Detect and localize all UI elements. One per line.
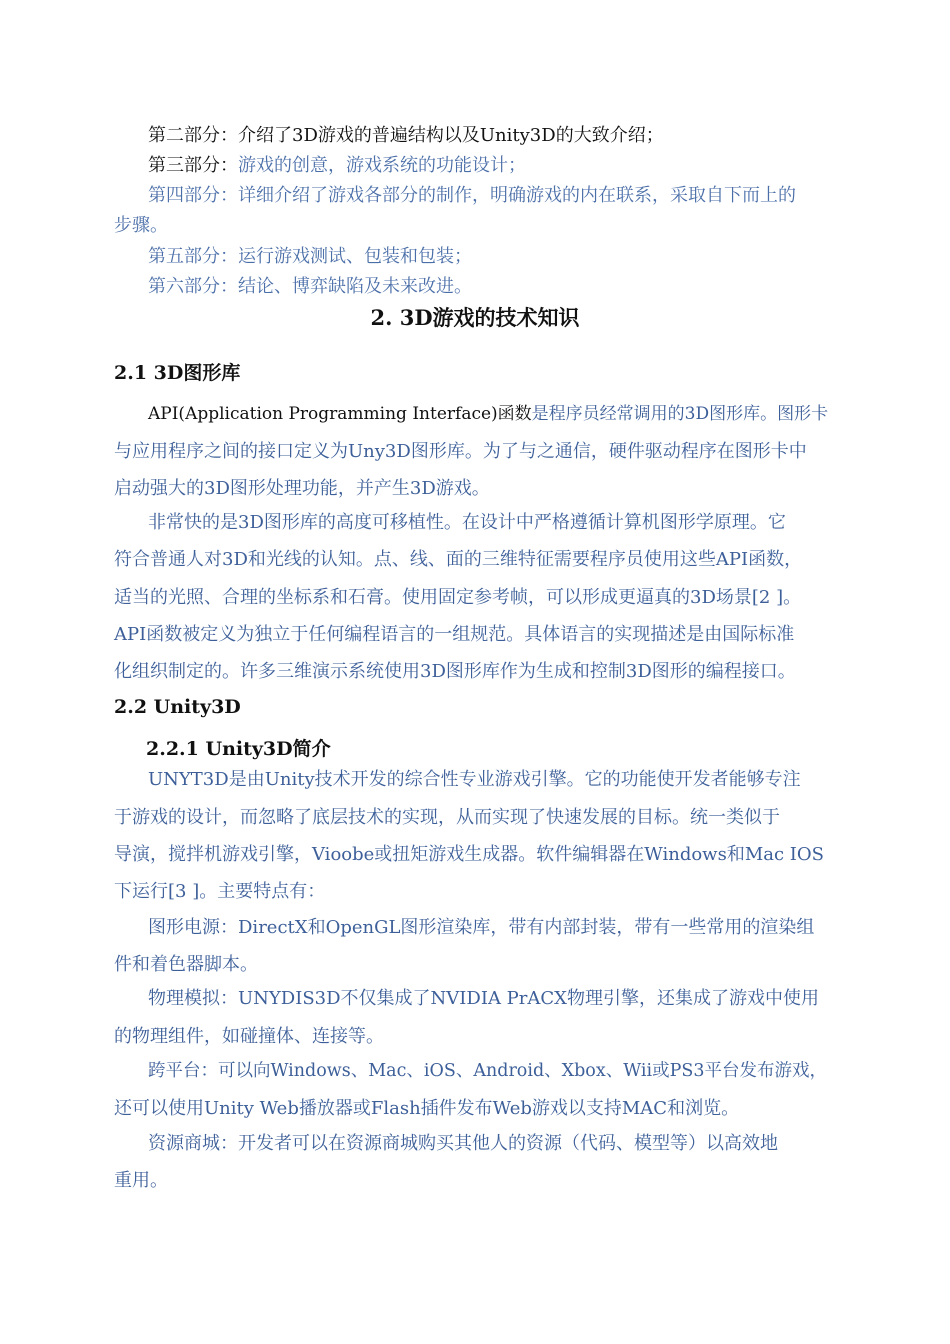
part-two xyxy=(148,124,664,148)
api-text: 是程序员经常调用的3D图形库。图形卡 xyxy=(531,404,829,424)
paragraph-line: API函数被定义为独立于任何编程语言的一组规范。具体语言的实现描述是由国际标准 xyxy=(114,624,795,645)
paragraph-line: 适当的光照、合理的坐标系和石膏。使用固定参考帧，可以形成更逼真的3D场景[2 ]。 xyxy=(114,587,802,608)
section-2-1-heading: 2.1 3D图形库 xyxy=(114,362,241,384)
part-six xyxy=(148,275,472,299)
feature-line: 跨平台：可以向Windows、Mac、iOS、Android、Xbox、Wii或PS3平台发布游戏， xyxy=(148,1061,827,1081)
paragraph-line: 非常快的是3D图形库的高度可移植性。在设计中严格遵循计算机图形学原理。它 xyxy=(148,512,786,533)
section-2-heading: 2. 3D游戏的技术知识 xyxy=(370,305,580,330)
api-lead: API(Application Programming Interface)函数 xyxy=(148,404,532,424)
paragraph-line: 与应用程序之间的接口定义为Uny3D图形库。为了与之通信，硬件驱动程序在图形卡中 xyxy=(114,441,807,462)
part-three xyxy=(148,154,526,178)
feature-line: 物理模拟：UNYDIS3D不仅集成了NVIDIA PrACX物理引擎，还集成了游戏中使用 xyxy=(148,988,819,1009)
paragraph-line: 符合普通人对3D和光线的认知。点、线、面的三维特征需要程序员使用这些API函数， xyxy=(114,549,803,570)
section-2-2-heading: 2.2 Unity3D xyxy=(114,696,241,718)
part-label: 第三部分： xyxy=(148,155,238,176)
part-label: 第五部分： xyxy=(148,246,238,267)
part-text: 游戏的创意，游戏系统的功能设计； xyxy=(238,155,526,176)
part-text: 结论、博弈缺陷及未来改进。 xyxy=(238,276,472,297)
paragraph-line xyxy=(148,402,838,426)
part-four xyxy=(148,184,838,208)
feature-line: 资源商城：开发者可以在资源商城购买其他人的资源（代码、模型等）以高效地 xyxy=(148,1133,778,1154)
part-label: 第二部分： xyxy=(148,125,238,146)
feature-line: 图形电源：DirectX和OpenGL图形渲染库，带有内部封装，带有一些常用的渲染组 xyxy=(148,917,815,938)
part-label: 第四部分： xyxy=(148,185,238,206)
feature-line: 的物理组件，如碰撞体、连接等。 xyxy=(114,1026,384,1047)
paragraph-line: 于游戏的设计，而忽略了底层技术的实现，从而实现了快速发展的目标。统一类似于 xyxy=(114,807,780,828)
paragraph-line: 启动强大的3D图形处理功能，并产生3D游戏。 xyxy=(114,478,490,499)
paragraph-line: 化组织制定的。许多三维演示系统使用3D图形库作为生成和控制3D图形的编程接口。 xyxy=(114,661,796,682)
part-text: 详细介绍了游戏各部分的制作，明确游戏的内在联系，采取自下而上的 xyxy=(238,185,796,206)
part-label: 第六部分： xyxy=(148,276,238,297)
paragraph-line: 导演，搅拌机游戏引擎，Vioobe或扭矩游戏生成器。软件编辑器在Windows和Mac IOS xyxy=(114,844,824,865)
feature-line: 还可以使用Unity Web播放器或Flash插件发布Web游戏以支持MAC和浏览。 xyxy=(114,1098,740,1119)
part-four-continuation: 步骤。 xyxy=(114,215,168,236)
paragraph-line: 下运行[3 ]。主要特点有： xyxy=(114,881,326,902)
feature-line: 件和着色器脚本。 xyxy=(114,954,258,975)
part-text: 运行游戏测试、包装和包装； xyxy=(238,246,472,267)
section-2-2-1-heading: 2.2.1 Unity3D简介 xyxy=(146,738,331,760)
paragraph-line: UNYT3D是由Unity技术开发的综合性专业游戏引擎。它的功能使开发者能够专注 xyxy=(148,769,801,790)
part-text: 介绍了3D游戏的普遍结构以及Unity3D的大致介绍； xyxy=(238,125,664,146)
feature-line: 重用。 xyxy=(114,1170,168,1191)
part-five xyxy=(148,245,472,269)
